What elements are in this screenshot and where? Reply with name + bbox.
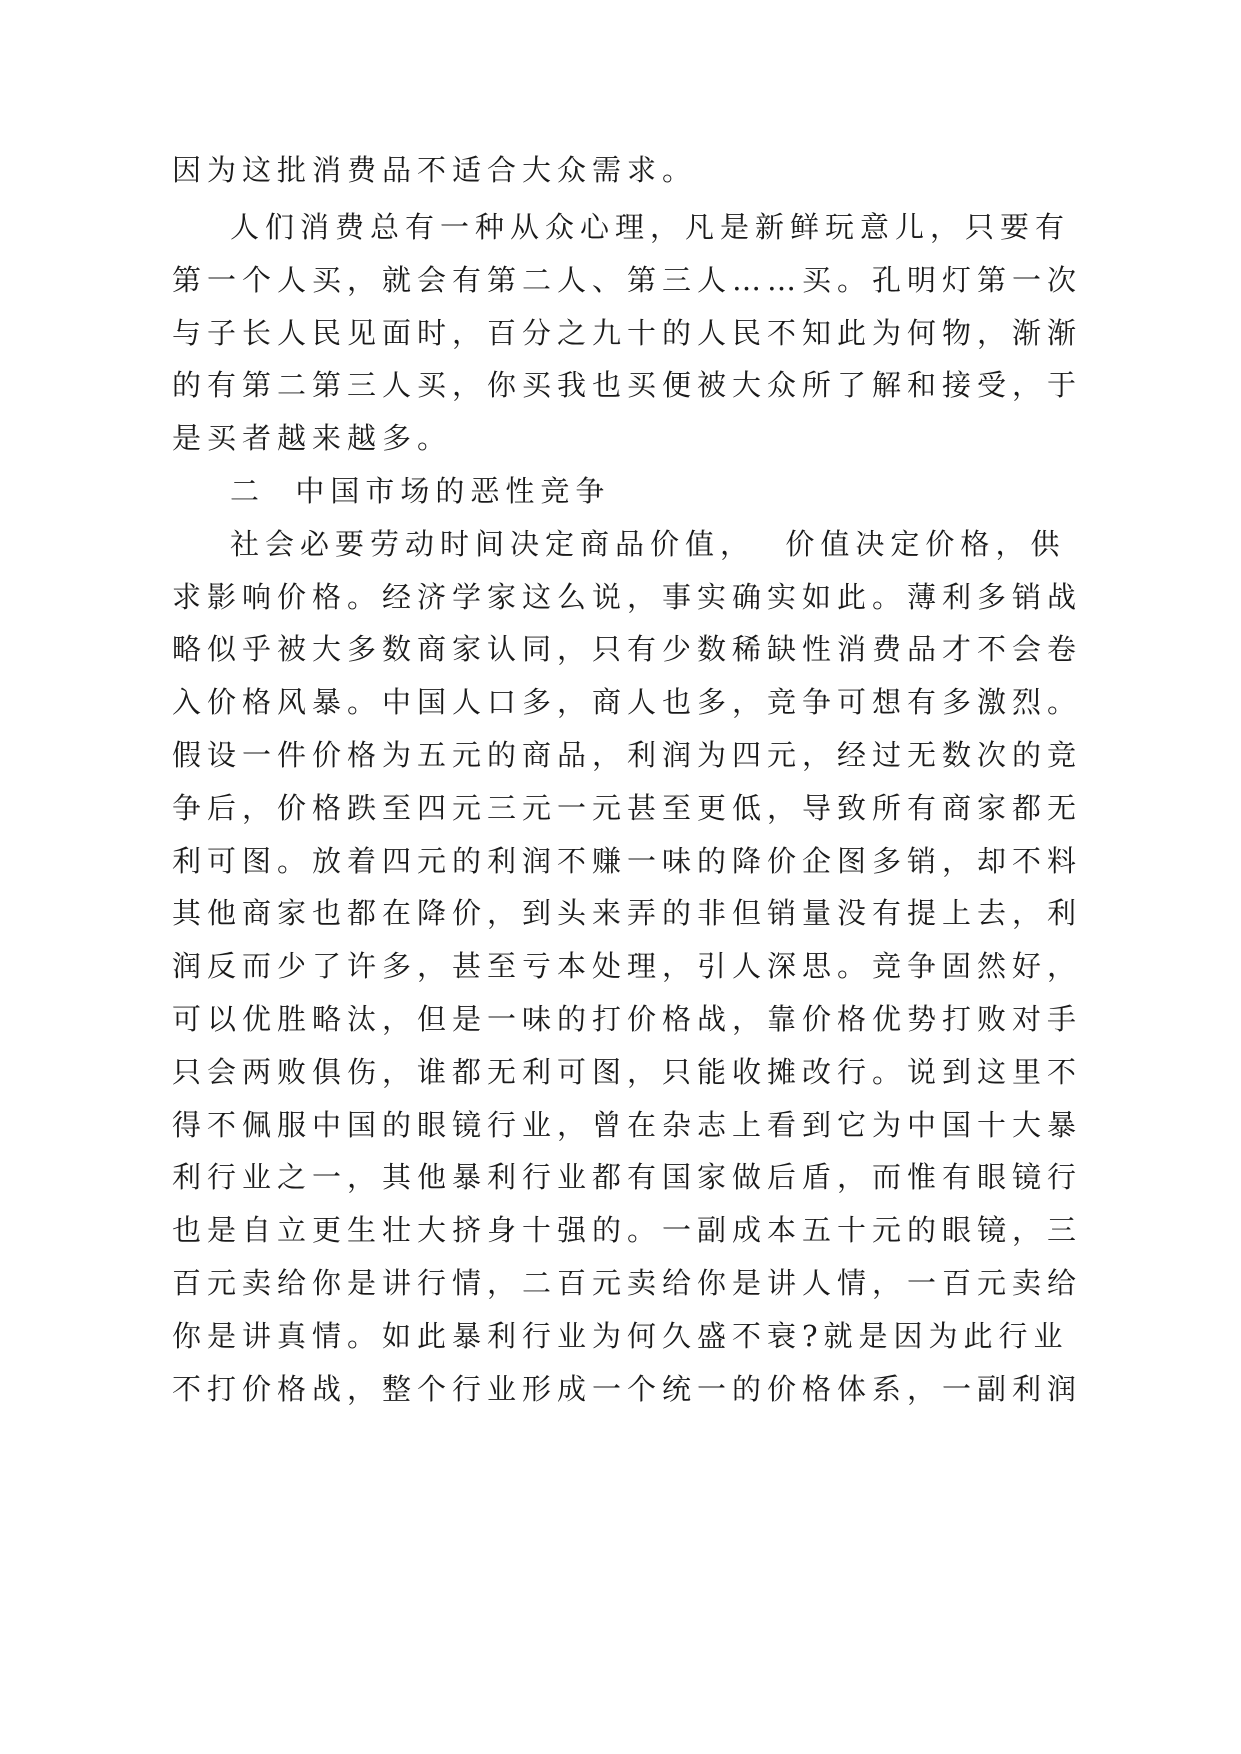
text-line: 也是自立更生壮大挤身十强的。一副成本五十元的眼镜，三	[172, 1213, 1083, 1247]
paragraph-first-line: 人们消费总有一种从众心理，凡是新鲜玩意儿，只要有	[230, 210, 1071, 244]
text-line: 的有第二第三人买，你买我也买便被大众所了解和接受，于	[172, 368, 1083, 402]
text-line: 求影响价格。经济学家这么说，事实确实如此。薄利多销战	[172, 580, 1083, 614]
text-line: 得不佩服中国的眼镜行业，曾在杂志上看到它为中国十大暴	[172, 1108, 1083, 1142]
paragraph-first-line: 社会必要劳动时间决定商品价值， 价值决定价格，供	[230, 527, 1066, 561]
text-line: 可以优胜略汰，但是一味的打价格战，靠价格优势打败对手	[172, 1002, 1083, 1036]
text-line: 因为这批消费品不适合大众需求。	[172, 153, 698, 187]
text-line: 你是讲真情。如此暴利行业为何久盛不衰?就是因为此行业	[172, 1319, 1069, 1353]
text-line: 润反而少了许多，甚至亏本处理，引人深思。竞争固然好，	[172, 949, 1083, 983]
text-line: 假设一件价格为五元的商品，利润为四元，经过无数次的竞	[172, 738, 1083, 772]
section-heading: 二 中国市场的恶性竞争	[230, 474, 611, 508]
text-line: 百元卖给你是讲行情，二百元卖给你是讲人情，一百元卖给	[172, 1266, 1083, 1300]
text-line: 不打价格战，整个行业形成一个统一的价格体系，一副利润	[172, 1372, 1083, 1406]
text-line: 第一个人买，就会有第二人、第三人……买。孔明灯第一次	[172, 263, 1083, 297]
text-line: 争后，价格跌至四元三元一元甚至更低，导致所有商家都无	[172, 791, 1083, 825]
text-line: 入价格风暴。中国人口多，商人也多，竞争可想有多激烈。	[172, 685, 1083, 719]
text-line: 利行业之一，其他暴利行业都有国家做后盾，而惟有眼镜行	[172, 1160, 1083, 1194]
text-line: 与子长人民见面时，百分之九十的人民不知此为何物，渐渐	[172, 316, 1083, 350]
text-line: 利可图。放着四元的利润不赚一味的降价企图多销，却不料	[172, 844, 1083, 878]
text-line: 是买者越来越多。	[172, 421, 453, 455]
text-line: 只会两败俱伤，谁都无利可图，只能收摊改行。说到这里不	[172, 1055, 1083, 1089]
text-line: 略似乎被大多数商家认同，只有少数稀缺性消费品才不会卷	[172, 632, 1083, 666]
text-line: 其他商家也都在降价，到头来弄的非但销量没有提上去，利	[172, 896, 1083, 930]
